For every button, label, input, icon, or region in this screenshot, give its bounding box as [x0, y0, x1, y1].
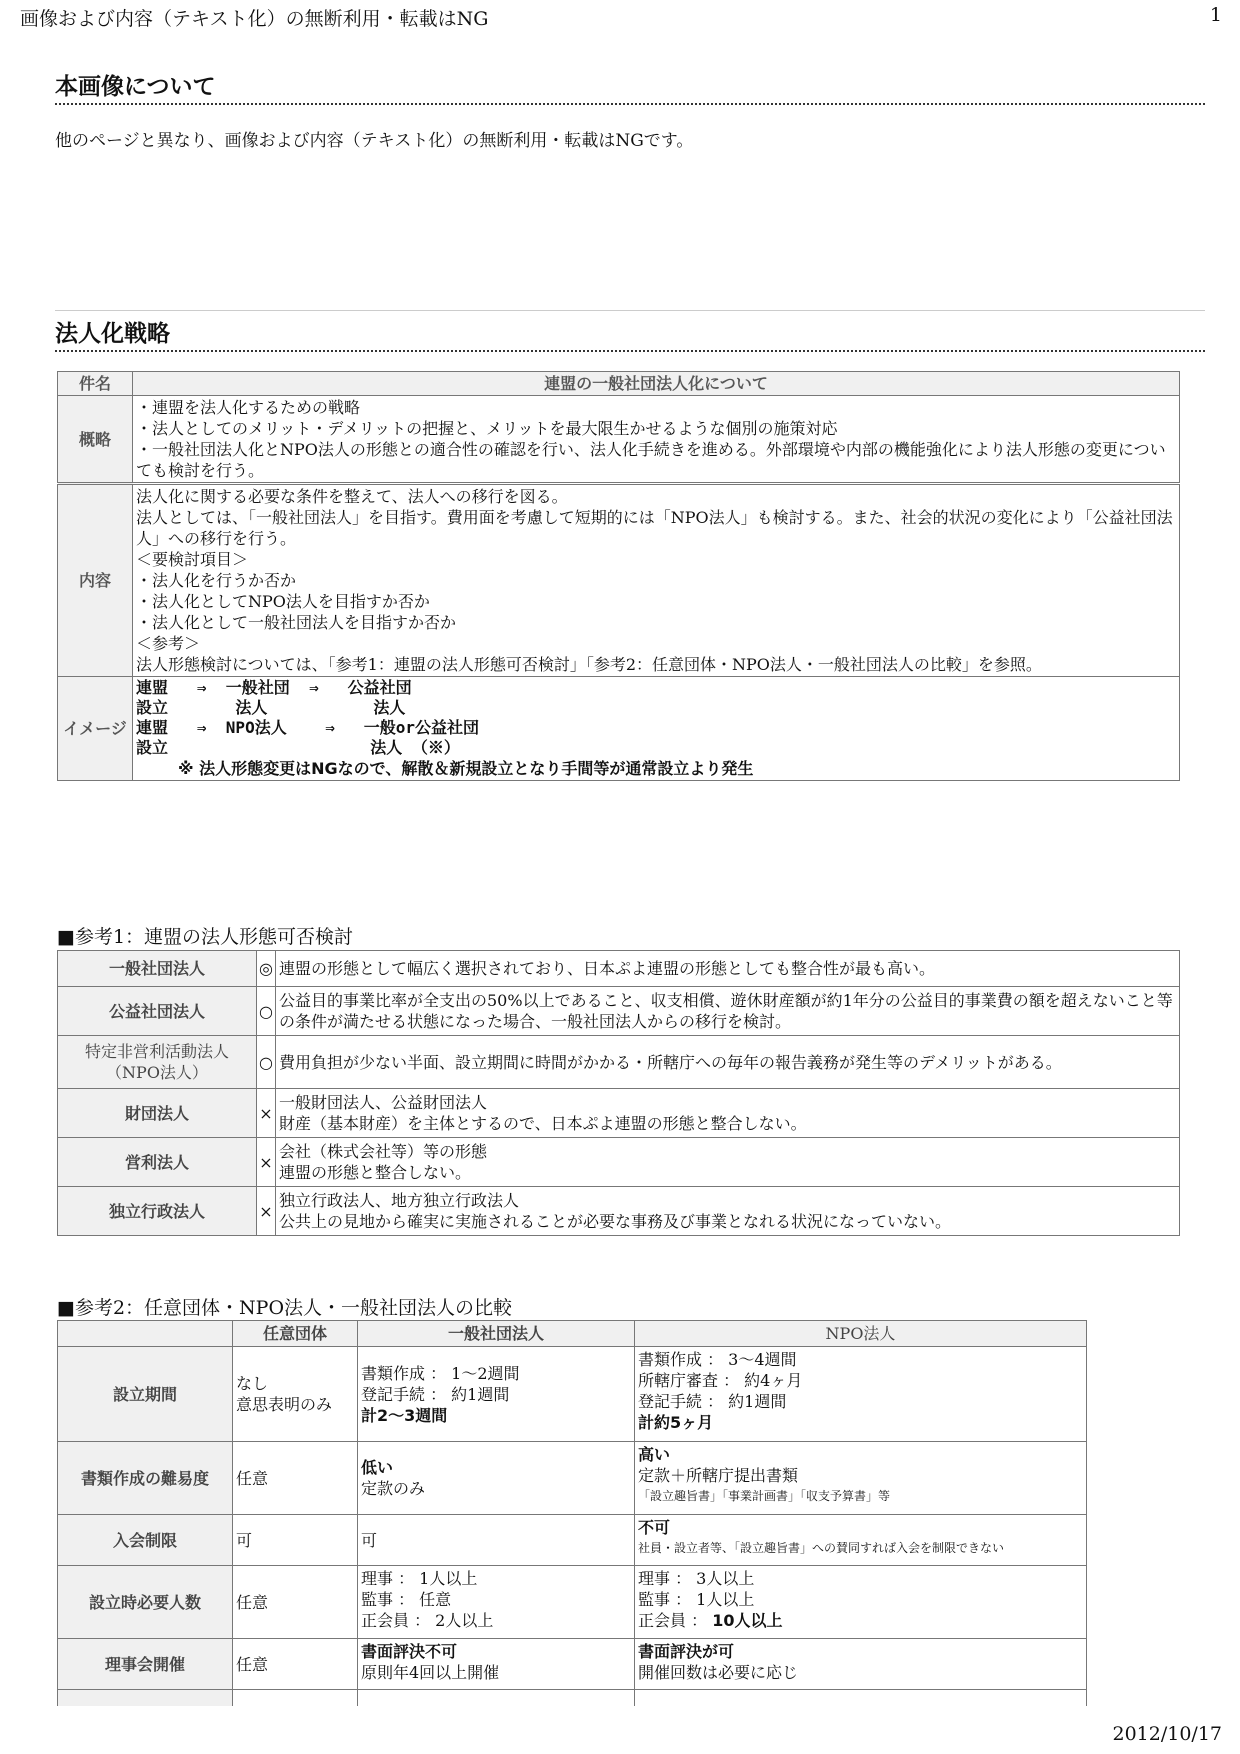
ref1-mark: × [257, 1089, 276, 1138]
strategy-section-title: 法人化戦略 [55, 315, 1205, 352]
content-line: 法人化に関する必要な条件を整えて、法人への移行を図る。 [136, 487, 568, 506]
ref1-desc-line: 公共上の見地から確実に実施されることが必要な事務及び事業となれる状況になっていない。 [279, 1212, 952, 1231]
image-line: 設立 法人 法人 [136, 698, 406, 717]
ref1-mark: × [257, 1187, 276, 1236]
cell-note: 「設立趣旨書」「事業計画書」「収支予算書」等 [638, 1489, 891, 1503]
cell-line-bold: 計約5ヶ月 [638, 1413, 714, 1432]
content-label: 内容 [58, 484, 133, 677]
content-line: ＜要検討項目＞ [136, 550, 249, 569]
table-row [58, 1347, 1087, 1442]
cell-line: 原則年4回以上開催 [361, 1663, 500, 1682]
ref1-desc-line: 連盟の形態として幅広く選択されており、日本ぷよ連盟の形態としても整合性が最も高い。 [279, 959, 936, 978]
ref2-cell [358, 1566, 635, 1639]
ref1-desc-line: 財産（基本財産）を主体とするので、日本ぷよ連盟の形態と整合しない。 [279, 1114, 807, 1133]
cell-line: 定款＋所轄庁提出書類 [638, 1466, 799, 1485]
table-row [58, 1036, 1180, 1089]
cell-line: 理事 ： 1人以上 [361, 1569, 478, 1588]
ref1-desc-line: 独立行政法人、地方独立行政法人 [279, 1191, 520, 1210]
table-row [58, 1138, 1180, 1187]
image-line: 設立 法人 （※） [136, 738, 460, 757]
image-line: 連盟 ⇒ NPO法人 ⇒ 一般or公益社団 [136, 718, 480, 737]
content-line: ・法人化として一般社団法人を目指すか否か [136, 613, 457, 632]
footer-date: 2012/10/17 [1112, 1723, 1222, 1745]
ref1-desc [276, 1187, 1180, 1236]
ref1-desc-line: 公益目的事業比率が全支出の50%以上であること、収支相償、遊休財産額が約1年分の公益目的事業費の額を超えないこと等の条件が満たせる状態になった場合、一般社団法人からの移行を検討。 [279, 991, 1173, 1031]
ref1-mark: ○ [257, 1036, 276, 1089]
table-row [58, 1442, 1087, 1515]
page-number: 1 [1209, 4, 1222, 26]
ref2-table [57, 1320, 1087, 1706]
ref2-cell [635, 1515, 1087, 1566]
ref2-cell [635, 1566, 1087, 1639]
cell-line: 任意 [236, 1468, 269, 1488]
ref1-label: 独立行政法人 [58, 1187, 257, 1236]
ref1-desc-line: 会社（株式会社等）等の形態 [279, 1142, 488, 1161]
table-row [58, 1690, 1087, 1707]
cell-line-bold: 低い [361, 1458, 394, 1477]
overview-line: ・法人としてのメリット・デメリットの把握と、メリットを最大限生かせるような個別の施策対応 [136, 419, 838, 438]
content-cell [133, 484, 1180, 677]
content-line: 法人としては、「一般社団法人」を目指す。費用面を考慮して短期的には「NPO法人」も検討する。また、社会的状況の変化により「公益社団法人」への移行を行う。 [136, 508, 1173, 548]
ref1-table [57, 950, 1180, 1236]
cell-line-bold: 書面評決不可 [361, 1642, 458, 1661]
overview-cell [133, 396, 1180, 484]
ref1-mark: ○ [257, 987, 276, 1036]
cell-line: 正会員 ： 2人以上 [361, 1611, 494, 1630]
subject-label: 件名 [58, 372, 133, 396]
ref2-cell [233, 1442, 358, 1515]
ref1-desc [276, 951, 1180, 987]
cell-note: 社員・設立者等、「設立趣旨書」への賛同すれば入会を制限できない [638, 1541, 1005, 1555]
table-row [58, 1515, 1087, 1566]
ref2-title: ■参考2：任意団体・NPO法人・一般社団法人の比較 [57, 1297, 513, 1319]
cell-line-bold: 高い [638, 1445, 671, 1464]
about-section-title: 本画像について [55, 68, 1205, 105]
ref1-desc [276, 1138, 1180, 1187]
table-row [58, 1566, 1087, 1639]
ref2-label: 設立期間 [58, 1347, 233, 1442]
ref1-title: ■参考1：連盟の法人形態可否検討 [57, 926, 354, 948]
ref2-cell [233, 1639, 358, 1690]
divider [55, 310, 1205, 311]
cell-line-bold: 計2～3週間 [361, 1405, 448, 1425]
ref2-label: 入会制限 [58, 1515, 233, 1566]
subject-value: 連盟の一般社団法人化について [133, 372, 1180, 396]
ref1-label: 特定非営利活動法人（NPO法人） [58, 1036, 257, 1089]
table-row [58, 1639, 1087, 1690]
ref2-label: 理事会開催 [58, 1639, 233, 1690]
cell-line [638, 1610, 1083, 1631]
ref2-cell [635, 1442, 1087, 1515]
ref1-desc [276, 1036, 1180, 1089]
cell-line: 開催回数は必要に応じ [638, 1663, 799, 1682]
cell-line: 書類作成 ： 1～2週間 [361, 1363, 520, 1383]
cut-cell [358, 1690, 635, 1707]
image-line: 連盟 ⇒ 一般社団 ⇒ 公益社団 [136, 678, 412, 697]
ref1-desc [276, 987, 1180, 1036]
ref1-desc-line: 一般財団法人、公益財団法人 [279, 1093, 488, 1112]
cell-line-part: 正会員 ： [638, 1611, 713, 1630]
cell-line: 理事 ： 3人以上 [638, 1569, 755, 1588]
content-line: ・法人化としてNPO法人を目指すか否か [136, 592, 430, 611]
cell-line: 登記手続 ： 約1週間 [638, 1392, 787, 1411]
ref1-label: 財団法人 [58, 1089, 257, 1138]
ref2-label: 設立時必要人数 [58, 1566, 233, 1639]
ref1-desc-line: 連盟の形態と整合しない。 [279, 1163, 472, 1182]
cut-cell [58, 1690, 233, 1707]
header-title: 画像および内容（テキスト化）の無断利用・転載はNG [20, 8, 489, 30]
cell-line: 書類作成 ： 3～4週間 [638, 1350, 797, 1369]
strategy-table [57, 371, 1180, 781]
ref2-cell [233, 1515, 358, 1566]
ref2-cell [358, 1639, 635, 1690]
overview-label: 概略 [58, 396, 133, 484]
cut-cell [635, 1690, 1087, 1707]
content-line: 法人形態検討については、「参考1：連盟の法人形態可否検討」「参考2：任意団体・NPO法人・一般社団法人の比較」を参照。 [136, 655, 1042, 674]
cell-line-bold: 不可 [638, 1518, 671, 1537]
ref2-cell [635, 1639, 1087, 1690]
overview-line: ・一般社団法人化とNPO法人の形態との適合性の確認を行い、法人化手続きを進める。外部環境や内部の機能強化により法人形態の変更についても検討を行う。 [136, 440, 1166, 480]
overview-line: ・連盟を法人化するための戦略 [136, 398, 361, 417]
ref1-label: 営利法人 [58, 1138, 257, 1187]
column-header: 任意団体 [233, 1321, 358, 1347]
ref1-label: 公益社団法人 [58, 987, 257, 1036]
cell-line: 意思表明のみ [236, 1395, 333, 1414]
cell-line: 監事 ： 1人以上 [638, 1590, 755, 1609]
image-cell [133, 677, 1180, 781]
ref1-desc-line: 費用負担が少ない半面、設立期間に時間がかかる・所轄庁への毎年の報告義務が発生等のデメリットがある。 [279, 1052, 1062, 1072]
content-line: ＜参考＞ [136, 634, 201, 653]
cell-line: 任意 [236, 1592, 269, 1612]
table-row [58, 1187, 1180, 1236]
table-row [58, 987, 1180, 1036]
column-header [58, 1321, 233, 1347]
ref1-label: 一般社団法人 [58, 951, 257, 987]
cell-line: 可 [236, 1530, 253, 1550]
cut-cell [233, 1690, 358, 1707]
cell-line-bold: 書面評決が可 [638, 1642, 735, 1661]
about-text: 他のページと異なり、画像および内容（テキスト化）の無断利用・転載はNGです。 [55, 131, 694, 151]
ref2-cell [358, 1347, 635, 1442]
ref2-cell [233, 1566, 358, 1639]
ref2-label: 書類作成の難易度 [58, 1442, 233, 1515]
cell-line: 定款のみ [361, 1479, 426, 1498]
cell-line: 登記手続 ： 約1週間 [361, 1384, 510, 1404]
cell-line: 監事 ： 任意 [361, 1590, 452, 1609]
image-label: イメージ [58, 677, 133, 781]
table-header-row [58, 1321, 1087, 1347]
ref2-cell [233, 1347, 358, 1442]
cell-line: なし [236, 1374, 269, 1393]
cell-line-part-bold: 10人以上 [712, 1611, 783, 1630]
ref1-desc [276, 1089, 1180, 1138]
ref1-mark: ◎ [257, 951, 276, 987]
column-header: 一般社団法人 [358, 1321, 635, 1347]
ref2-cell [358, 1442, 635, 1515]
table-row [58, 1089, 1180, 1138]
ref2-cell [635, 1347, 1087, 1442]
ref1-mark: × [257, 1138, 276, 1187]
ref2-cell [358, 1515, 635, 1566]
table-row [58, 951, 1180, 987]
cell-line: 任意 [236, 1654, 269, 1674]
image-note: ※ 法人形態変更はNGなので、解散＆新規設立となり手間等が通常設立より発生 [178, 759, 754, 778]
column-header: NPO法人 [635, 1321, 1087, 1347]
cell-line: 所轄庁審査 ： 約4ヶ月 [638, 1371, 803, 1390]
content-line: ・法人化を行うか否か [136, 571, 297, 590]
cell-line: 可 [361, 1530, 378, 1550]
